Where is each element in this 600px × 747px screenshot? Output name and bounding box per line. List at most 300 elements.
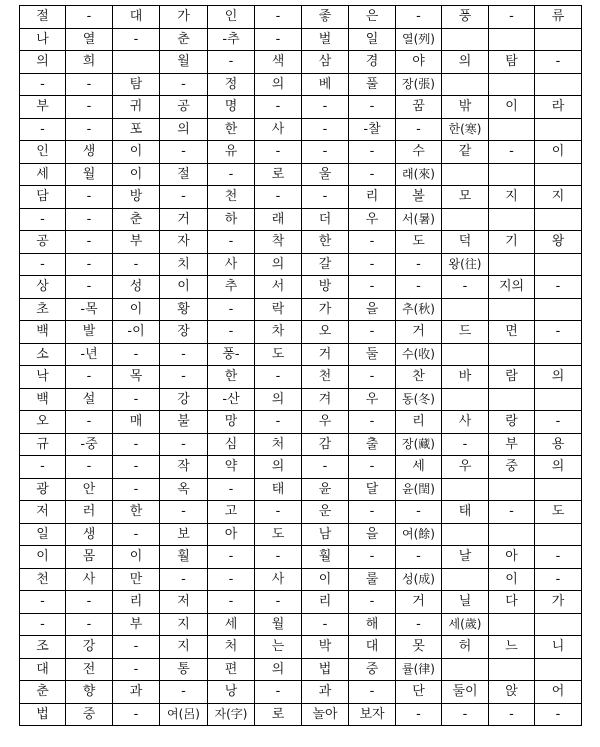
table-cell (489, 253, 535, 276)
table-cell: 놀아 (302, 703, 349, 726)
table-row (20, 591, 582, 614)
table-cell: 거 (160, 208, 208, 231)
table-cell: 한 (302, 231, 349, 254)
table-cell: - (302, 141, 349, 164)
table-cell: 보 (160, 523, 208, 546)
table-cell: 생 (66, 141, 113, 164)
table-cell: 발 (66, 321, 113, 344)
table-cell: 의 (535, 456, 582, 479)
table-cell: 수 (396, 141, 442, 164)
table-row (20, 118, 582, 141)
table-cell: 방 (113, 186, 160, 209)
table-cell: 거 (396, 321, 442, 344)
table-row (20, 343, 582, 366)
table-cell: 룰 (349, 568, 396, 591)
table-cell: 둘 (349, 343, 396, 366)
table-cell: - (66, 186, 113, 209)
table-cell: 부 (113, 613, 160, 636)
table-cell: - (396, 546, 442, 569)
table-cell: - (349, 163, 396, 186)
table-cell: 의 (255, 73, 302, 96)
table-cell: 둘이 (442, 681, 489, 704)
table-cell (535, 163, 582, 186)
table-cell: 사 (208, 253, 255, 276)
table-cell: 편 (208, 658, 255, 681)
table-cell: 갈 (302, 253, 349, 276)
table-cell: 운 (302, 501, 349, 524)
table-cell: - (442, 703, 489, 726)
table-cell: 달 (349, 478, 396, 501)
table-cell: - (489, 141, 535, 164)
table-cell: 이 (160, 276, 208, 299)
table-cell: 부 (20, 96, 66, 119)
table-cell: -년 (66, 343, 113, 366)
table-cell: - (20, 456, 66, 479)
table-cell: - (113, 343, 160, 366)
table-cell: - (535, 321, 582, 344)
table-cell: - (113, 253, 160, 276)
table-cell: 중 (66, 703, 113, 726)
table-cell: 는 (255, 636, 302, 659)
table-cell: 광 (20, 478, 66, 501)
table-cell: - (535, 51, 582, 74)
table-cell: 우 (442, 456, 489, 479)
table-cell: 리 (349, 186, 396, 209)
table-cell: 옥 (160, 478, 208, 501)
table-cell: 라 (535, 96, 582, 119)
table-cell (535, 208, 582, 231)
table-cell: - (489, 6, 535, 29)
table-cell: 태 (442, 501, 489, 524)
table-cell: 방 (302, 276, 349, 299)
table-cell: 오 (302, 321, 349, 344)
table-cell (535, 388, 582, 411)
table-cell (535, 478, 582, 501)
table-cell: - (208, 231, 255, 254)
table-cell: 규 (20, 433, 66, 456)
table-cell: 백 (20, 321, 66, 344)
table-cell (442, 658, 489, 681)
table-cell: 오 (20, 411, 66, 434)
table-cell: 세(歲) (442, 613, 489, 636)
table-cell: - (160, 73, 208, 96)
table-row (20, 636, 582, 659)
table-cell: 몸 (66, 546, 113, 569)
table-row (20, 366, 582, 389)
table-row (20, 276, 582, 299)
table-cell: - (66, 118, 113, 141)
table-cell: 람 (489, 366, 535, 389)
table-cell: 망 (208, 411, 255, 434)
table-cell: 색 (255, 51, 302, 74)
table-cell: - (489, 501, 535, 524)
table-cell: 이 (535, 141, 582, 164)
table-cell: - (20, 253, 66, 276)
table-cell: 천 (208, 186, 255, 209)
table-cell: - (20, 591, 66, 614)
table-cell: - (160, 568, 208, 591)
table-cell: 추 (208, 276, 255, 299)
table-cell: 의 (442, 51, 489, 74)
table-cell: - (535, 703, 582, 726)
table-cell: - (66, 411, 113, 434)
table-cell: - (255, 96, 302, 119)
table-cell: 법 (20, 703, 66, 726)
table-cell (489, 298, 535, 321)
table-cell: 부 (489, 433, 535, 456)
table-cell: 덕 (442, 231, 489, 254)
table-cell: 절 (20, 6, 66, 29)
table-cell: 절 (160, 163, 208, 186)
table-cell: 한(寒) (442, 118, 489, 141)
table-cell: 을 (349, 298, 396, 321)
table-cell: - (66, 366, 113, 389)
table-row (20, 546, 582, 569)
table-cell: 을 (349, 523, 396, 546)
table-cell: - (20, 613, 66, 636)
table-cell: - (349, 276, 396, 299)
table-cell: - (302, 96, 349, 119)
table-cell: 상 (20, 276, 66, 299)
table-cell: - (302, 118, 349, 141)
table-cell: 추(秋) (396, 298, 442, 321)
table-cell: -목 (66, 298, 113, 321)
table-cell: 거 (302, 343, 349, 366)
table-cell: 한 (208, 118, 255, 141)
table-cell: 월 (255, 613, 302, 636)
table-cell: 부 (113, 231, 160, 254)
table-cell: 향 (66, 681, 113, 704)
table-cell: -찰 (349, 118, 396, 141)
table-cell (535, 658, 582, 681)
table-cell: 수(收) (396, 343, 442, 366)
table-cell: 로 (255, 703, 302, 726)
table-cell (442, 388, 489, 411)
table-cell: 매 (113, 411, 160, 434)
table-row (20, 186, 582, 209)
table-cell: 훨 (302, 546, 349, 569)
table-cell: 백 (20, 388, 66, 411)
table-cell: - (255, 6, 302, 29)
table-cell: 겨 (302, 388, 349, 411)
table-cell: - (302, 186, 349, 209)
table-cell: 같 (442, 141, 489, 164)
table-cell: - (349, 501, 396, 524)
table-cell: -중 (66, 433, 113, 456)
table-cell: 대 (349, 636, 396, 659)
table-row (20, 28, 582, 51)
table-row (20, 73, 582, 96)
table-cell: 천 (302, 366, 349, 389)
table-cell: 락 (255, 298, 302, 321)
table-row (20, 658, 582, 681)
table-cell: 공 (160, 96, 208, 119)
table-cell: - (20, 208, 66, 231)
table-row (20, 411, 582, 434)
table-cell: 일 (20, 523, 66, 546)
table-cell: 면 (489, 321, 535, 344)
table-cell: 불 (160, 411, 208, 434)
table-row (20, 613, 582, 636)
table-cell (489, 118, 535, 141)
table-cell: 가 (535, 591, 582, 614)
table-row (20, 253, 582, 276)
table-cell: 감 (302, 433, 349, 456)
table-cell: - (66, 96, 113, 119)
table-cell: 왕(往) (442, 253, 489, 276)
table-cell: 동(冬) (396, 388, 442, 411)
table-cell: 목 (113, 366, 160, 389)
table-cell: 여(呂) (160, 703, 208, 726)
table-cell (489, 613, 535, 636)
table-cell: 사 (255, 118, 302, 141)
table-cell: 중 (349, 658, 396, 681)
table-cell (489, 73, 535, 96)
table-cell: 박 (302, 636, 349, 659)
table-cell: 의 (255, 253, 302, 276)
table-cell: 도 (255, 523, 302, 546)
table-cell: 니 (535, 636, 582, 659)
table-cell: - (349, 231, 396, 254)
table-row (20, 568, 582, 591)
table-cell: 지 (489, 186, 535, 209)
table-cell: - (255, 681, 302, 704)
table-cell: 춘 (160, 28, 208, 51)
table-cell: 열 (66, 28, 113, 51)
table-cell: - (302, 456, 349, 479)
table-cell: 장(藏) (396, 433, 442, 456)
table-cell (442, 298, 489, 321)
table-cell: - (255, 501, 302, 524)
table-row (20, 163, 582, 186)
table-cell: 사 (66, 568, 113, 591)
table-cell: - (396, 703, 442, 726)
table-cell: - (208, 51, 255, 74)
table-cell: - (489, 703, 535, 726)
table-cell: 중 (489, 456, 535, 479)
table-cell: - (442, 433, 489, 456)
table-cell: 고 (208, 501, 255, 524)
table-cell: - (113, 658, 160, 681)
table-cell: - (66, 591, 113, 614)
table-cell: - (535, 276, 582, 299)
table-cell: 서 (255, 276, 302, 299)
table-cell: 세 (20, 163, 66, 186)
table-cell: 월 (66, 163, 113, 186)
table-cell: 저 (160, 591, 208, 614)
table-cell: 이 (113, 163, 160, 186)
table-cell: - (208, 546, 255, 569)
table-cell: 바 (442, 366, 489, 389)
table-cell: 기 (489, 231, 535, 254)
table-cell: 보자 (349, 703, 396, 726)
table-cell: 래(來) (396, 163, 442, 186)
table-cell: 하 (208, 208, 255, 231)
table-cell: 률(律) (396, 658, 442, 681)
table-cell (535, 118, 582, 141)
table-cell: 천 (20, 568, 66, 591)
table-cell: 치 (160, 253, 208, 276)
table-cell: 일 (349, 28, 396, 51)
table-cell (535, 28, 582, 51)
table-cell: 사 (442, 411, 489, 434)
table-cell: 이 (20, 546, 66, 569)
table-cell: 로 (255, 163, 302, 186)
table-cell: 약 (208, 456, 255, 479)
table-cell: 허 (442, 636, 489, 659)
table-cell: - (160, 501, 208, 524)
table-cell: 인 (20, 141, 66, 164)
table-cell: 드 (442, 321, 489, 344)
table-cell: 가 (160, 6, 208, 29)
table-cell: - (208, 298, 255, 321)
table-cell: 날 (442, 546, 489, 569)
table-cell: 자(字) (208, 703, 255, 726)
table-cell: - (349, 253, 396, 276)
table-cell: 유 (208, 141, 255, 164)
table-cell: 아 (489, 546, 535, 569)
table-cell: - (396, 501, 442, 524)
table-cell: - (396, 253, 442, 276)
table-row (20, 523, 582, 546)
table-cell: - (349, 591, 396, 614)
table-row (20, 321, 582, 344)
table-cell: 도 (535, 501, 582, 524)
table-cell: - (535, 568, 582, 591)
table-cell: - (208, 478, 255, 501)
table-cell: - (396, 613, 442, 636)
table-cell: 희 (66, 51, 113, 74)
table-cell: 공 (20, 231, 66, 254)
table-cell: 사 (255, 568, 302, 591)
table-cell: 풀 (349, 73, 396, 96)
table-cell: - (66, 231, 113, 254)
table-cell: 왕 (535, 231, 582, 254)
table-cell: - (442, 276, 489, 299)
table-cell: - (208, 568, 255, 591)
table-cell: 세 (396, 456, 442, 479)
table-cell (535, 253, 582, 276)
table-row (20, 478, 582, 501)
table-cell: - (113, 456, 160, 479)
table-cell: 낙 (20, 366, 66, 389)
table-cell: 다 (489, 591, 535, 614)
table-cell (535, 73, 582, 96)
table-cell: 탐 (113, 73, 160, 96)
table-row (20, 96, 582, 119)
table-cell (442, 163, 489, 186)
table-cell: 울 (302, 163, 349, 186)
table-cell: - (349, 681, 396, 704)
table-cell: 벌 (302, 28, 349, 51)
table-cell (442, 478, 489, 501)
table-cell: - (349, 456, 396, 479)
table-cell: - (349, 96, 396, 119)
table-cell: 과 (113, 681, 160, 704)
table-cell: 류 (535, 6, 582, 29)
table-cell: 월 (160, 51, 208, 74)
table-cell: - (160, 366, 208, 389)
table-cell: 의 (255, 456, 302, 479)
table-cell: 소 (20, 343, 66, 366)
table-cell: 좋 (302, 6, 349, 29)
table-cell: 성 (113, 276, 160, 299)
table-cell: 의 (535, 366, 582, 389)
table-cell: 더 (302, 208, 349, 231)
table-cell (489, 208, 535, 231)
table-cell: 태 (255, 478, 302, 501)
table-cell: 담 (20, 186, 66, 209)
table-cell: - (66, 6, 113, 29)
table-cell: - (113, 433, 160, 456)
table-cell: 전 (66, 658, 113, 681)
table-cell (535, 298, 582, 321)
table-cell: 은 (349, 6, 396, 29)
table-cell (489, 28, 535, 51)
table-row (20, 501, 582, 524)
table-cell: 의 (160, 118, 208, 141)
table-row (20, 456, 582, 479)
table-cell: 러 (66, 501, 113, 524)
table-cell: 생 (66, 523, 113, 546)
table-cell: - (349, 366, 396, 389)
table-cell (535, 523, 582, 546)
table-cell: 황 (160, 298, 208, 321)
table-cell: - (255, 28, 302, 51)
table-cell: 우 (349, 208, 396, 231)
table-cell: 대 (20, 658, 66, 681)
table-cell (489, 388, 535, 411)
table-cell: 앉 (489, 681, 535, 704)
table-cell (442, 208, 489, 231)
table-cell: - (160, 433, 208, 456)
table-cell: 리 (396, 411, 442, 434)
table-cell: - (66, 613, 113, 636)
table-cell: 풍- (208, 343, 255, 366)
table-cell: 도 (255, 343, 302, 366)
table-cell: 자 (160, 231, 208, 254)
table-cell: 지의 (489, 276, 535, 299)
table-cell (535, 343, 582, 366)
table-cell: 법 (302, 658, 349, 681)
table-cell: 대 (113, 6, 160, 29)
table-cell: - (20, 73, 66, 96)
table-cell: 성(成) (396, 568, 442, 591)
table-cell: - (208, 163, 255, 186)
table-cell (489, 658, 535, 681)
table-cell: 리 (302, 591, 349, 614)
table-cell: - (208, 591, 255, 614)
table-cell: 지 (535, 186, 582, 209)
table-row (20, 231, 582, 254)
table-cell: 경 (349, 51, 396, 74)
table-row (20, 388, 582, 411)
table-cell: - (396, 6, 442, 29)
table-cell: 모 (442, 186, 489, 209)
table-cell: 윤(閏) (396, 478, 442, 501)
table-cell: 의 (20, 51, 66, 74)
table-cell: 작 (160, 456, 208, 479)
table-cell: 볼 (396, 186, 442, 209)
table-cell (489, 478, 535, 501)
table-cell: - (255, 411, 302, 434)
table-cell: 처 (208, 636, 255, 659)
table-cell: - (66, 73, 113, 96)
table-cell: 차 (255, 321, 302, 344)
table-row (20, 51, 582, 74)
table-cell: 꿈 (396, 96, 442, 119)
table-cell: 과 (302, 681, 349, 704)
